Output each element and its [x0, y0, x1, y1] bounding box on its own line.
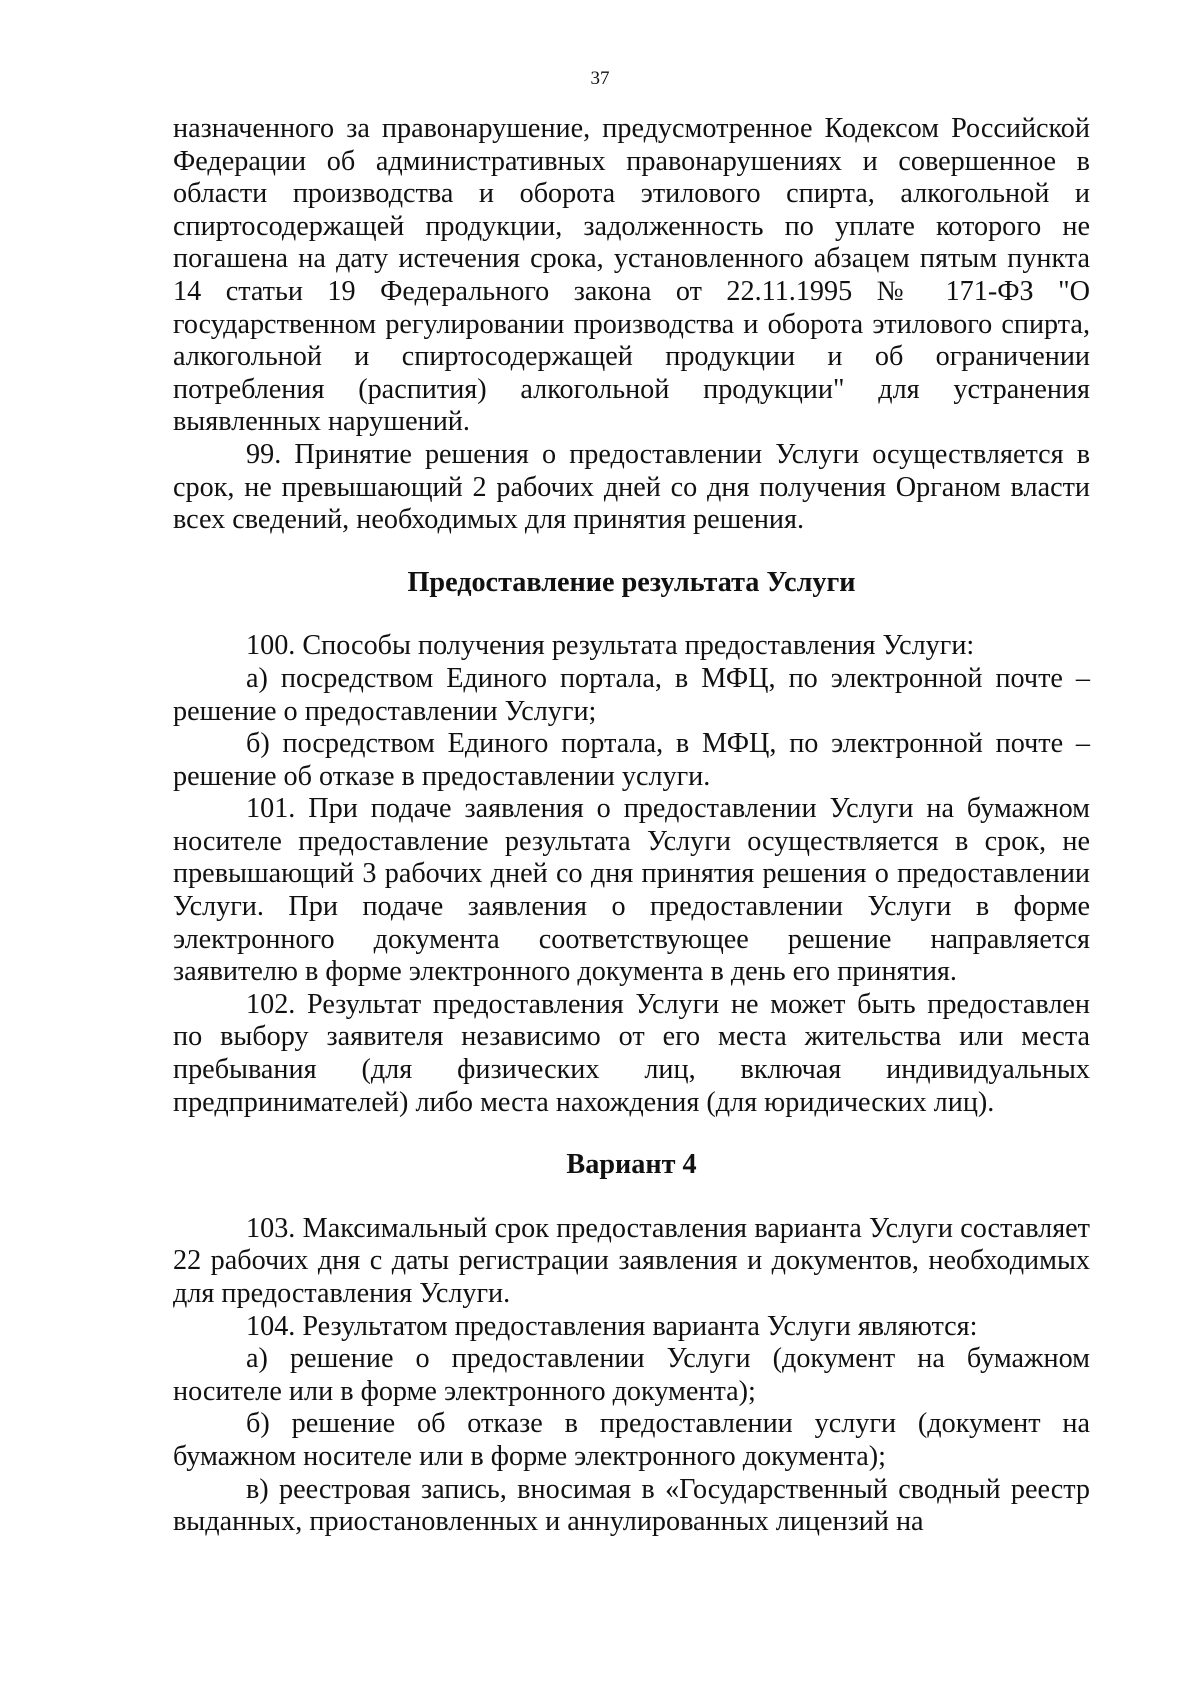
section-heading-result: Предоставление результата Услуги	[407, 566, 856, 598]
section-heading-variant: Вариант 4	[566, 1149, 697, 1181]
paragraph-100: 100. Способы получения результата предоставления Услуги:	[246, 630, 975, 662]
document-body	[173, 113, 1090, 1539]
paragraph-104: 104. Результатом предоставления варианта Услуги являются:	[246, 1310, 978, 1342]
paragraph-104-c: в) реестровая запись, вносимая в «Государственный сводный реестр выданных, приостановленных и аннулированных лицензий на	[173, 1473, 1090, 1538]
paragraph-continuation: назначенного за правонарушение, предусмотренное Кодексом Российской Федерации об административных правонарушениях и совершенное в области производства и оборота этилового спирта, алкогольной и спиртосодержащей продукции, задолженность по уплате которого не погашена на дату истечения срока, установленного абзацем пятым пункта 14 статьи 19 Федерального закона от 22.11.1995 № 171-ФЗ "О государственном регулировании производства и оборота этилового спирта, алкогольной и спиртосодержащей продукции и об ограничении потребления (распития) алкогольной продукции" для устранения выявленных нарушений.	[173, 113, 1090, 438]
paragraph-100-b: б) посредством Единого портала, в МФЦ, по электронной почте – решение об отказе в предоставлении услуги.	[173, 728, 1090, 792]
paragraph-102: 102. Результат предоставления Услуги не может быть предоставлен по выбору заявителя независимо от его места жительства или места пребывания (для физических лиц, включая индивидуальных предпринимателей) либо места нахождения (для юридических лиц).	[173, 988, 1090, 1118]
paragraph-104-b: б) решение об отказе в предоставлении услуги (документ на бумажном носителе или в форме электронного документа);	[173, 1408, 1090, 1472]
paragraph-99: 99. Принятие решения о предоставлении Услуги осуществляется в срок, не превышающий 2 рабочих дней со дня получения Органом власти всех сведений, необходимых для принятия решения.	[173, 438, 1090, 536]
paragraph-101: 101. При подаче заявления о предоставлении Услуги на бумажном носителе предоставление результата Услуги осуществляется в срок, не превышающий 3 рабочих дней со дня принятия решения о предоставлении Услуги. При подаче заявления о предоставлении Услуги в форме электронного документа соответствующее решение направляется заявителю в форме электронного документа в день его принятия.	[173, 793, 1090, 988]
page-number: 37	[590, 68, 610, 89]
paragraph-100-a: а) посредством Единого портала, в МФЦ, по электронной почте – решение о предоставлении Услуги;	[173, 662, 1090, 727]
paragraph-103: 103. Максимальный срок предоставления варианта Услуги составляет 22 рабочих дня с даты регистрации заявления и документов, необходимых для предоставления Услуги.	[173, 1212, 1090, 1309]
paragraph-104-a: а) решение о предоставлении Услуги (документ на бумажном носителе или в форме электронного документа);	[173, 1343, 1090, 1407]
